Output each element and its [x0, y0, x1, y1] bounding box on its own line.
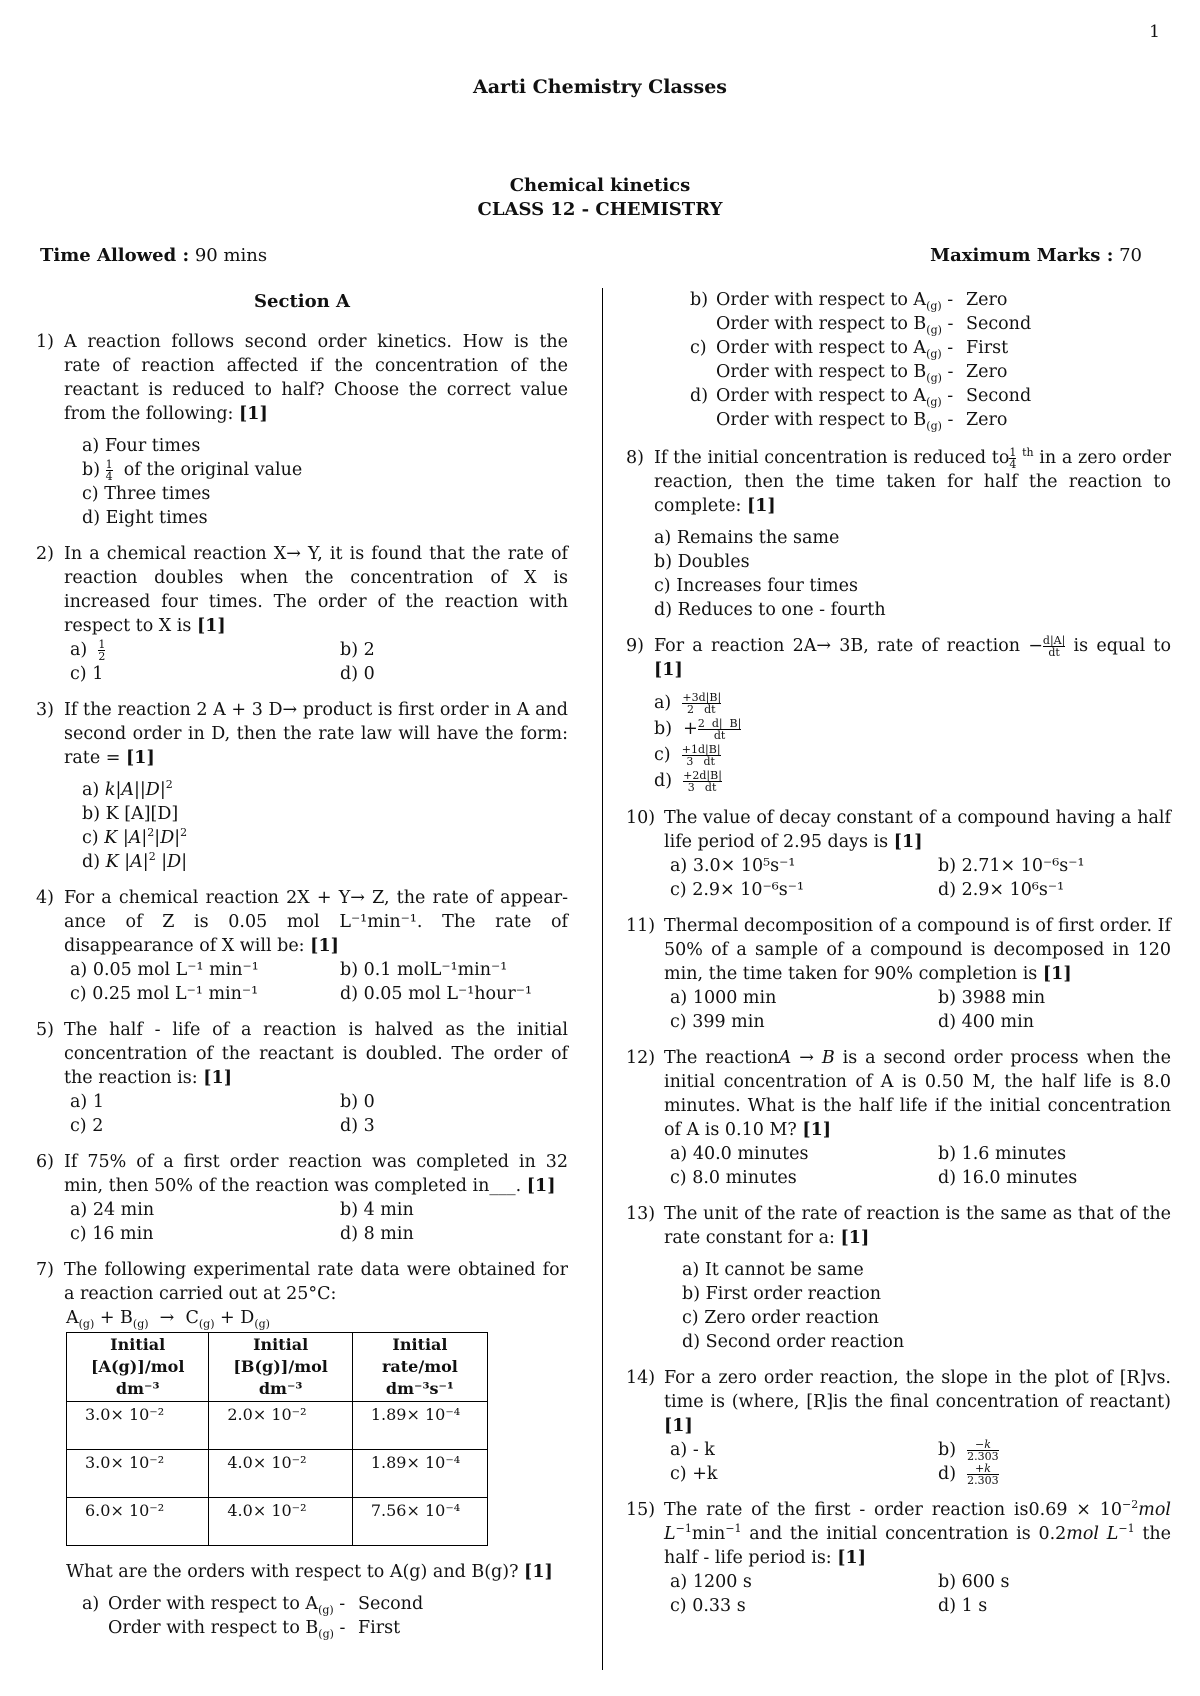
option-a: a) Order with respect to $A_{(g)}$ - Second Order with respect to $B_{(g)}$ - First	[82, 1594, 424, 1641]
question-text: For a reaction 2A→ 3B, rate of reaction − $\frac{d|A|}{dt}$ is equal to [1]	[654, 634, 1171, 680]
option-a: a) 0.05 mol L⁻¹ min⁻¹	[70, 960, 259, 980]
option-c: c) K $|A|^2|D|^2$	[82, 826, 188, 848]
question-number: 14)	[626, 1368, 656, 1388]
section-heading: Section A	[254, 291, 350, 312]
option-d: d) $\frac{+2}{3}$ $\frac{d|B|}{dt}$	[654, 769, 722, 794]
question-number: 8)	[626, 448, 644, 468]
option-a: a) 1200 s	[670, 1572, 752, 1592]
table-header: Initial [B(g)]/mol dm⁻³	[209, 1333, 352, 1402]
table-header: Initial rate/mol dm⁻³s⁻¹	[352, 1333, 487, 1402]
table-cell: 4.0× 10⁻²	[209, 1450, 352, 1498]
question-15	[626, 1498, 1171, 1618]
option-d: d) Order with respect to $A_{(g)}$ - Second Order with respect to $B_{(g)}$ - Zero	[690, 386, 1032, 433]
question-number: 1)	[36, 332, 54, 352]
question-7-options-continued	[690, 288, 1171, 432]
option-d: d) $\frac{+k}{2.303}$	[938, 1462, 999, 1487]
rate-data-table	[66, 1332, 488, 1546]
marks-badge: [1]	[802, 1120, 832, 1140]
marks-value: 70	[1119, 245, 1142, 266]
time-value: 90 mins	[194, 245, 268, 266]
question-text: The half - life of a reaction is halved as the initial concentration of the reactant is doubled. The order of the reaction is: [1]	[64, 1020, 568, 1088]
option-d: d) 1 s	[938, 1596, 988, 1616]
marks-badge: [1]	[840, 1228, 870, 1248]
option-d: d) 0	[340, 664, 375, 684]
option-d: d) 0.05 mol L⁻¹hour⁻¹	[340, 984, 532, 1004]
question-7	[36, 1258, 568, 1640]
table-row	[67, 1450, 488, 1498]
marks-badge: [1]	[126, 748, 155, 768]
marks-badge: [1]	[203, 1068, 232, 1088]
table-row	[67, 1498, 488, 1546]
table-cell: 4.0× 10⁻²	[209, 1498, 352, 1546]
time-allowed	[40, 245, 267, 266]
option-c: c) 8.0 minutes	[670, 1168, 797, 1188]
question-14	[626, 1366, 1171, 1486]
option-b: b) First order reaction	[682, 1284, 882, 1304]
marks-badge: [1]	[526, 1176, 556, 1196]
question-text: The reactionA → B is a second order process when the initial concentration of A is 0.50 M, the half life is 8.0 minutes. What is the half life if the initial concentration of A is 0.10 M? [1]	[664, 1048, 1171, 1140]
table-cell: 6.0× 10⁻²	[67, 1498, 209, 1546]
question-number: 7)	[36, 1260, 54, 1280]
option-c: c) 16 min	[70, 1224, 154, 1244]
marks-label: Maximum Marks :	[930, 245, 1114, 266]
option-c: c) 0.33 s	[670, 1596, 746, 1616]
question-number: 11)	[626, 916, 656, 936]
column-divider	[602, 288, 603, 1670]
question-text: For a chemical reaction 2X + Y→ Z, the rate of appear-ance of Z is 0.05 mol L⁻¹min⁻¹. The rate of disappearance of X will be: [1]	[64, 888, 568, 956]
question-8	[626, 446, 1171, 622]
left-column	[36, 290, 568, 1652]
option-d: d) 3	[340, 1116, 375, 1136]
question-2	[36, 542, 568, 686]
option-c: c) 2	[70, 1116, 104, 1136]
option-b: b) 0.1 molL⁻¹min⁻¹	[340, 960, 508, 980]
question-7-subquestion: What are the orders with respect to A(g) and B(g)? [1]	[66, 1562, 553, 1582]
time-label: Time Allowed :	[40, 245, 190, 266]
question-4	[36, 886, 568, 1006]
table-cell: 7.56× 10⁻⁴	[352, 1498, 487, 1546]
document-title	[0, 174, 1200, 222]
option-b: b) $\frac{-k}{2.303}$	[938, 1438, 999, 1463]
question-number: 15)	[626, 1500, 656, 1520]
option-a: a) $\frac{+3}{2}$ $\frac{d|B|}{dt}$	[654, 691, 722, 716]
marks-badge: [1]	[837, 1548, 867, 1568]
option-d: d) 8 min	[340, 1224, 414, 1244]
question-text: The rate of the first - order reaction $is0.69 \times 10^{-2}mol$ $L^{-1}\min^{-1}$ and the initial concentration is 0.2mol $L^{-1}$ the half - life period is: [1]	[664, 1498, 1171, 1568]
question-1	[36, 330, 568, 530]
marks-badge: [1]	[239, 404, 268, 424]
option-d: d) 16.0 minutes	[938, 1168, 1078, 1188]
option-b: b) $\frac{1}{4}$ of the original value	[82, 458, 303, 483]
option-c: c) Increases four times	[654, 576, 858, 596]
fraction-one-fourth: $\frac{1}{4}$	[105, 458, 113, 483]
marks-badge: [1]	[893, 832, 923, 852]
option-c: c) Order with respect to $A_{(g)}$ - First Order with respect to $B_{(g)}$ - Zero	[690, 338, 1009, 385]
page-number: 1	[1149, 22, 1160, 42]
option-a: a) $\frac{1}{2}$	[70, 638, 106, 663]
question-text: The unit of the rate of reaction is the same as that of the rate constant for a: [1]	[664, 1204, 1171, 1248]
question-text: In a chemical reaction X→ Y, it is found that the rate of reaction doubles when the concentration of X is increased four times. The order of the reaction with respect to X is [1]	[64, 544, 568, 636]
option-b: b) K [A][D]	[82, 804, 179, 824]
option-c: c) 399 min	[670, 1012, 765, 1032]
question-number: 10)	[626, 808, 656, 828]
question-text: The following experimental rate data were obtained for a reaction carried out at 25°C:	[64, 1260, 568, 1304]
question-3	[36, 698, 568, 874]
question-5	[36, 1018, 568, 1138]
marks-badge: [1]	[664, 1416, 693, 1436]
question-10	[626, 806, 1171, 902]
option-c: c) +k	[670, 1464, 718, 1484]
option-a: a) 1	[70, 1092, 104, 1112]
option-b: b) 0	[340, 1092, 375, 1112]
option-a: a) - k	[670, 1440, 715, 1460]
marks-badge: [1]	[654, 660, 683, 680]
fraction-one-half: $\frac{1}{2}$	[98, 638, 106, 663]
marks-badge: [1]	[746, 496, 776, 516]
question-number: 12)	[626, 1048, 656, 1068]
option-a: a) 40.0 minutes	[670, 1144, 809, 1164]
option-b: b) Order with respect to $A_{(g)}$ - Zero Order with respect to $B_{(g)}$ - Second	[690, 290, 1032, 337]
question-12	[626, 1046, 1171, 1190]
option-d: d) Second order reaction	[682, 1332, 905, 1352]
question-number: 2)	[36, 544, 54, 564]
institute-name: Aarti Chemistry Classes	[473, 76, 727, 98]
option-a: a) It cannot be same	[682, 1260, 864, 1280]
right-column	[626, 288, 1171, 1630]
option-c: c) $\frac{+1}{3}$ $\frac{d|B|}{dt}$	[654, 743, 721, 768]
option-d: d) Reduces to one - fourth	[654, 600, 886, 620]
table-cell: 2.0× 10⁻²	[209, 1402, 352, 1450]
question-number: 5)	[36, 1020, 54, 1040]
table-row	[67, 1402, 488, 1450]
title-line-2: CLASS 12 - CHEMISTRY	[477, 199, 723, 220]
marks-badge: [1]	[196, 616, 226, 636]
question-text: If the initial concentration is reduced to $\frac{1}{4}$ $^{th}$ in a zero order reaction, then the time taken for half the reaction to complete: [1]	[654, 446, 1171, 516]
option-a: a) Four times	[82, 436, 201, 456]
question-text: The value of decay constant of a compound having a half life period of 2.95 days is [1]	[664, 808, 1171, 852]
question-9	[626, 634, 1171, 794]
option-b: b) 3988 min	[938, 988, 1046, 1008]
marks-badge: [1]	[1042, 964, 1072, 984]
title-line-1: Chemical kinetics	[509, 175, 691, 196]
question-text: A reaction follows second order kinetics. How is the rate of reaction affected if the concentration of the reactant is reduced to half? Choose the correct value from the following: [1]	[64, 332, 568, 424]
option-b: b) Doubles	[654, 552, 750, 572]
question-text: For a zero order reaction, the slope in the plot of [R]vs. time is (where, [R]is the final concentration of reactant) [1]	[664, 1368, 1171, 1436]
option-d: d) 400 min	[938, 1012, 1035, 1032]
option-a: a) 3.0× 10⁵s⁻¹	[670, 856, 796, 876]
marks-badge: [1]	[310, 936, 339, 956]
reaction-equation: $A_{(g)} + B_{(g)} \to C_{(g)} + D_{(g)}$	[66, 1308, 270, 1331]
question-text: If the reaction 2 A + 3 D→ product is first order in A and second order in D, then the rate law will have the form: rate = [1]	[64, 700, 568, 768]
option-d: d) 2.9× 10⁶s⁻¹	[938, 880, 1065, 900]
question-number: 9)	[626, 636, 644, 656]
option-c: c) 2.9× 10⁻⁶s⁻¹	[670, 880, 805, 900]
table-cell: 1.89× 10⁻⁴	[352, 1402, 487, 1450]
option-b: b) 4 min	[340, 1200, 414, 1220]
question-text: Thermal decomposition of a compound is of first order. If 50% of a sample of a compound is decomposed in 120 min, the time taken for 90% completion is [1]	[664, 916, 1171, 984]
question-number: 3)	[36, 700, 54, 720]
option-a: a) Remains the same	[654, 528, 840, 548]
option-c: c) 1	[70, 664, 104, 684]
question-text: If 75% of a first order reaction was completed in 32 min, then 50% of the reaction was completed in___. [1]	[64, 1152, 568, 1196]
marks-badge: [1]	[524, 1562, 553, 1582]
option-d: d) K $|A|^2$ |D|	[82, 850, 188, 872]
option-b: b) 1.6 minutes	[938, 1144, 1067, 1164]
option-b: b) 600 s	[938, 1572, 1010, 1592]
option-c: c) Three times	[82, 484, 211, 504]
table-cell: 3.0× 10⁻²	[67, 1450, 209, 1498]
table-cell: 1.89× 10⁻⁴	[352, 1450, 487, 1498]
option-c: c) 0.25 mol L⁻¹ min⁻¹	[70, 984, 259, 1004]
table-header: Initial [A(g)]/mol dm⁻³	[67, 1333, 209, 1402]
option-a: a) 24 min	[70, 1200, 155, 1220]
option-c: c) Zero order reaction	[682, 1308, 879, 1328]
option-d: d) Eight times	[82, 508, 208, 528]
question-number: 4)	[36, 888, 54, 908]
option-a: a) 1000 min	[670, 988, 777, 1008]
question-6	[36, 1150, 568, 1246]
question-11	[626, 914, 1171, 1034]
option-b: b) 2.71× 10⁻⁶s⁻¹	[938, 856, 1085, 876]
question-number: 6)	[36, 1152, 54, 1172]
option-b: b) + $\frac{2 d| B|}{dt}$	[654, 717, 742, 742]
option-a: a) $k|A||D|^2$	[82, 778, 173, 800]
maximum-marks	[930, 245, 1142, 266]
table-cell: 3.0× 10⁻²	[67, 1402, 209, 1450]
question-number: 13)	[626, 1204, 656, 1224]
option-b: b) 2	[340, 640, 375, 660]
question-13	[626, 1202, 1171, 1354]
